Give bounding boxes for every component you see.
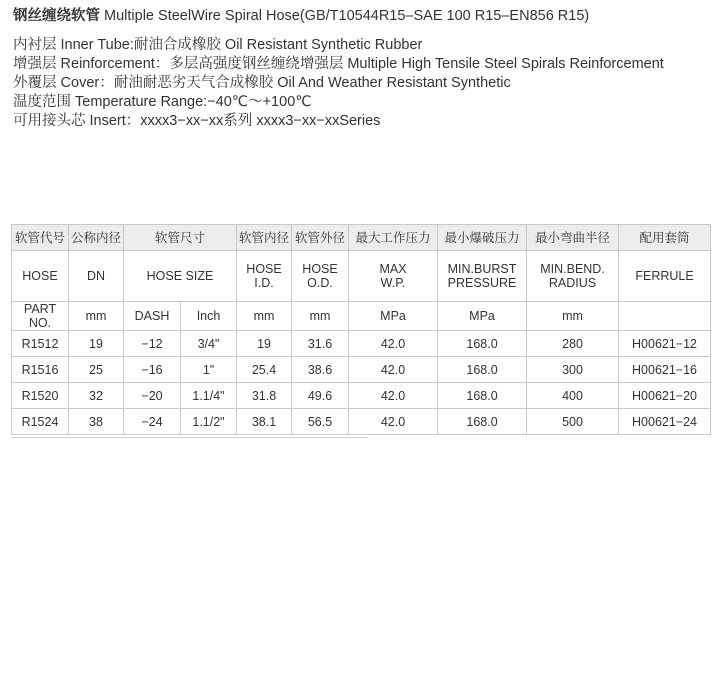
table-cell: 38.6	[292, 357, 349, 383]
table-cell: 31.8	[237, 383, 292, 409]
header-cell	[527, 251, 619, 302]
header-cell: 配用套筒	[619, 225, 711, 251]
unit-cell	[619, 302, 711, 331]
table-cell: 1"	[181, 357, 237, 383]
spec-cover: 外覆层 Cover：耐油耐恶劣天气合成橡胶 Oil And Weather Resistant Synthetic	[13, 75, 511, 91]
header-cell: HOSE	[12, 251, 69, 302]
spec-list	[13, 36, 713, 131]
table-cell: 300	[527, 357, 619, 383]
table-cell: 19	[237, 331, 292, 357]
header-row-english	[12, 251, 711, 302]
header-cell: 最大工作压力	[349, 225, 438, 251]
table-cell: 42.0	[349, 331, 438, 357]
spec-reinforcement: 增强层 Reinforcement：多层高强度钢丝缠绕增强层 Multiple High Tensile Steel Spirals Reinforcement	[13, 56, 664, 72]
unit-cell: mm	[69, 302, 124, 331]
spec-temperature: 温度范围 Temperature Range:−40℃～+100℃	[13, 94, 312, 110]
header-cell: 软管尺寸	[124, 225, 237, 251]
spec-insert: 可用接头芯 Insert：xxxx3−xx−xx系列 xxxx3−xx−xxSeries	[13, 113, 381, 129]
table-cell: 280	[527, 331, 619, 357]
table-cell: H00621−20	[619, 383, 711, 409]
table-cell: 1.1/4"	[181, 383, 237, 409]
header-line: I.D.	[254, 276, 274, 290]
header-cell	[349, 251, 438, 302]
table-cell: R1512	[12, 331, 69, 357]
table-row	[12, 409, 711, 435]
title-chinese: 钢丝缠绕软管	[13, 8, 100, 24]
table-cell: 42.0	[349, 409, 438, 435]
table-cell: 38	[69, 409, 124, 435]
header-line: HOSE	[302, 262, 338, 276]
table-cell: 1.1/2"	[181, 409, 237, 435]
table-cell: 500	[527, 409, 619, 435]
header-cell: 软管外径	[292, 225, 349, 251]
table-cell: 19	[69, 331, 124, 357]
header-line: MAX	[379, 262, 407, 276]
header-line: MIN.BEND.	[540, 262, 605, 276]
table-cell: 38.1	[237, 409, 292, 435]
table-cell: 42.0	[349, 357, 438, 383]
header-line: W.P.	[380, 276, 406, 290]
spec-table	[11, 224, 711, 435]
table-row	[12, 357, 711, 383]
unit-cell: MPa	[438, 302, 527, 331]
unit-cell: DASH	[124, 302, 181, 331]
header-cell: 最小爆破压力	[438, 225, 527, 251]
header-cell	[438, 251, 527, 302]
table-cell: 25	[69, 357, 124, 383]
table-cell: H00621−16	[619, 357, 711, 383]
table-cell: −24	[124, 409, 181, 435]
table-cell: −16	[124, 357, 181, 383]
table-row	[12, 383, 711, 409]
table-cell: R1516	[12, 357, 69, 383]
table-cell: 168.0	[438, 331, 527, 357]
header-cell: 软管代号	[12, 225, 69, 251]
table-cell: −20	[124, 383, 181, 409]
table-cell: R1520	[12, 383, 69, 409]
header-line: PRESSURE	[447, 276, 517, 290]
header-cell: 软管内径	[237, 225, 292, 251]
header-cell: HOSE SIZE	[124, 251, 237, 302]
table-cell: 400	[527, 383, 619, 409]
table-cell: 168.0	[438, 383, 527, 409]
header-line: HOSE	[246, 262, 282, 276]
table-cell: 3/4"	[181, 331, 237, 357]
divider	[11, 437, 368, 438]
table-cell: 56.5	[292, 409, 349, 435]
table-cell: 168.0	[438, 357, 527, 383]
unit-cell: PART NO.	[12, 302, 69, 331]
header-cell: FERRULE	[619, 251, 711, 302]
header-cell: DN	[69, 251, 124, 302]
table-cell: R1524	[12, 409, 69, 435]
header-line: MIN.BURST	[447, 262, 517, 276]
table-cell: −12	[124, 331, 181, 357]
unit-cell: mm	[292, 302, 349, 331]
unit-row	[12, 302, 711, 331]
unit-cell: Inch	[181, 302, 237, 331]
spec-inner-tube: 内衬层 Inner Tube:耐油合成橡胶 Oil Resistant Synthetic Rubber	[13, 37, 423, 53]
header-row-chinese	[12, 225, 711, 251]
table-cell: 42.0	[349, 383, 438, 409]
unit-cell: mm	[527, 302, 619, 331]
table-cell: 32	[69, 383, 124, 409]
page-title	[13, 6, 713, 26]
header-cell: 公称内径	[69, 225, 124, 251]
title-english: Multiple SteelWire Spiral Hose(GB/T10544R15–SAE 100 R15–EN856 R15)	[100, 8, 590, 24]
header-line: O.D.	[307, 276, 333, 290]
table-row	[12, 331, 711, 357]
header-cell: 最小弯曲半径	[527, 225, 619, 251]
table-cell: H00621−24	[619, 409, 711, 435]
header-line: RADIUS	[548, 276, 597, 290]
header-cell	[237, 251, 292, 302]
table-cell: H00621−12	[619, 331, 711, 357]
unit-cell: MPa	[349, 302, 438, 331]
header-cell	[292, 251, 349, 302]
table-cell: 31.6	[292, 331, 349, 357]
table-cell: 49.6	[292, 383, 349, 409]
table-cell: 168.0	[438, 409, 527, 435]
table-cell: 25.4	[237, 357, 292, 383]
unit-cell: mm	[237, 302, 292, 331]
